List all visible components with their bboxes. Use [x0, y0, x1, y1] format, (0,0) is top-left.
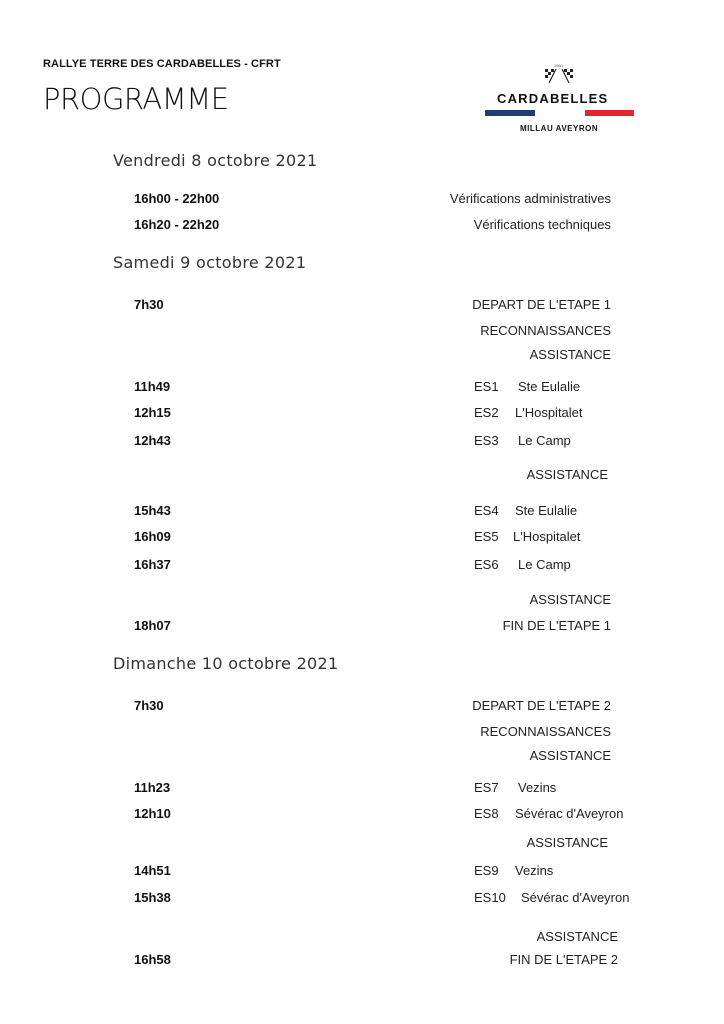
time-label: 12h15 — [134, 405, 171, 420]
event-label: RECONNAISSANCES — [480, 323, 611, 338]
time-label: 16h37 — [134, 557, 171, 572]
stage-place: L'Hospitalet — [513, 529, 581, 544]
time-label: 16h20 - 22h20 — [134, 217, 220, 232]
time-label: 14h51 — [134, 863, 171, 878]
event-label: Vérifications techniques — [473, 217, 611, 232]
stage-place: Ste Eulalie — [518, 379, 581, 394]
time-label: 16h00 - 22h00 — [134, 191, 220, 206]
stage-place: Sévérac d'Aveyron — [515, 806, 624, 821]
stage-code: ES5 — [474, 529, 499, 544]
time-label: 16h09 — [134, 529, 171, 544]
day-heading: Samedi 9 octobre 2021 — [113, 253, 307, 272]
event-label: ASSISTANCE — [529, 347, 611, 362]
checkered-flags-icon — [541, 66, 577, 84]
event-label: ASSISTANCE — [526, 835, 608, 850]
event-label: Vérifications administratives — [449, 191, 611, 206]
page-title: PROGRAMME — [43, 82, 229, 116]
stage-code: ES3 — [474, 433, 499, 448]
day-heading: Vendredi 8 octobre 2021 — [113, 151, 318, 170]
time-label: 11h49 — [134, 379, 171, 394]
event-name: RALLYE TERRE DES CARDABELLES - CFRT — [43, 58, 281, 70]
time-label: 12h10 — [134, 806, 171, 821]
event-label: FIN DE L'ETAPE 1 — [502, 618, 611, 633]
event-label: ASSISTANCE — [529, 748, 611, 763]
day-heading: Dimanche 10 octobre 2021 — [113, 654, 339, 673]
time-label: 16h58 — [134, 952, 171, 967]
event-label: DEPART DE L'ETAPE 2 — [472, 698, 611, 713]
logo-small-text: 1984 — [554, 63, 563, 68]
event-label: ASSISTANCE — [536, 929, 618, 944]
stage-code: ES6 — [474, 557, 499, 572]
stage-code: ES8 — [474, 806, 499, 821]
logo-subtitle: MILLAU AVEYRON — [520, 124, 599, 133]
stage-code: ES4 — [474, 503, 499, 518]
event-label: ASSISTANCE — [529, 592, 611, 607]
stage-code: ES2 — [474, 405, 499, 420]
logo-blue-bar — [485, 110, 535, 116]
time-label: 15h43 — [134, 503, 171, 518]
stage-code: ES9 — [474, 863, 499, 878]
stage-code: ES7 — [474, 780, 499, 795]
stage-place: Ste Eulalie — [515, 503, 578, 518]
stage-place: Le Camp — [518, 433, 571, 448]
stage-code: ES10 — [474, 890, 506, 905]
logo-name: CARDABELLES — [497, 91, 609, 106]
time-label: 12h43 — [134, 433, 171, 448]
stage-place: Sévérac d'Aveyron — [521, 890, 630, 905]
stage-code: ES1 — [474, 379, 499, 394]
event-label: RECONNAISSANCES — [480, 724, 611, 739]
stage-place: L'Hospitalet — [515, 405, 583, 420]
logo-white-bar — [535, 110, 585, 116]
time-label: 7h30 — [134, 698, 164, 713]
time-label: 7h30 — [134, 297, 164, 312]
event-label: FIN DE L'ETAPE 2 — [509, 952, 618, 967]
logo-red-bar — [585, 110, 634, 116]
stage-place: Vezins — [518, 780, 557, 795]
stage-place: Le Camp — [518, 557, 571, 572]
time-label: 18h07 — [134, 618, 171, 633]
stage-place: Vezins — [515, 863, 554, 878]
event-label: DEPART DE L'ETAPE 1 — [472, 297, 611, 312]
time-label: 11h23 — [134, 780, 171, 795]
time-label: 15h38 — [134, 890, 171, 905]
event-label: ASSISTANCE — [526, 467, 608, 482]
